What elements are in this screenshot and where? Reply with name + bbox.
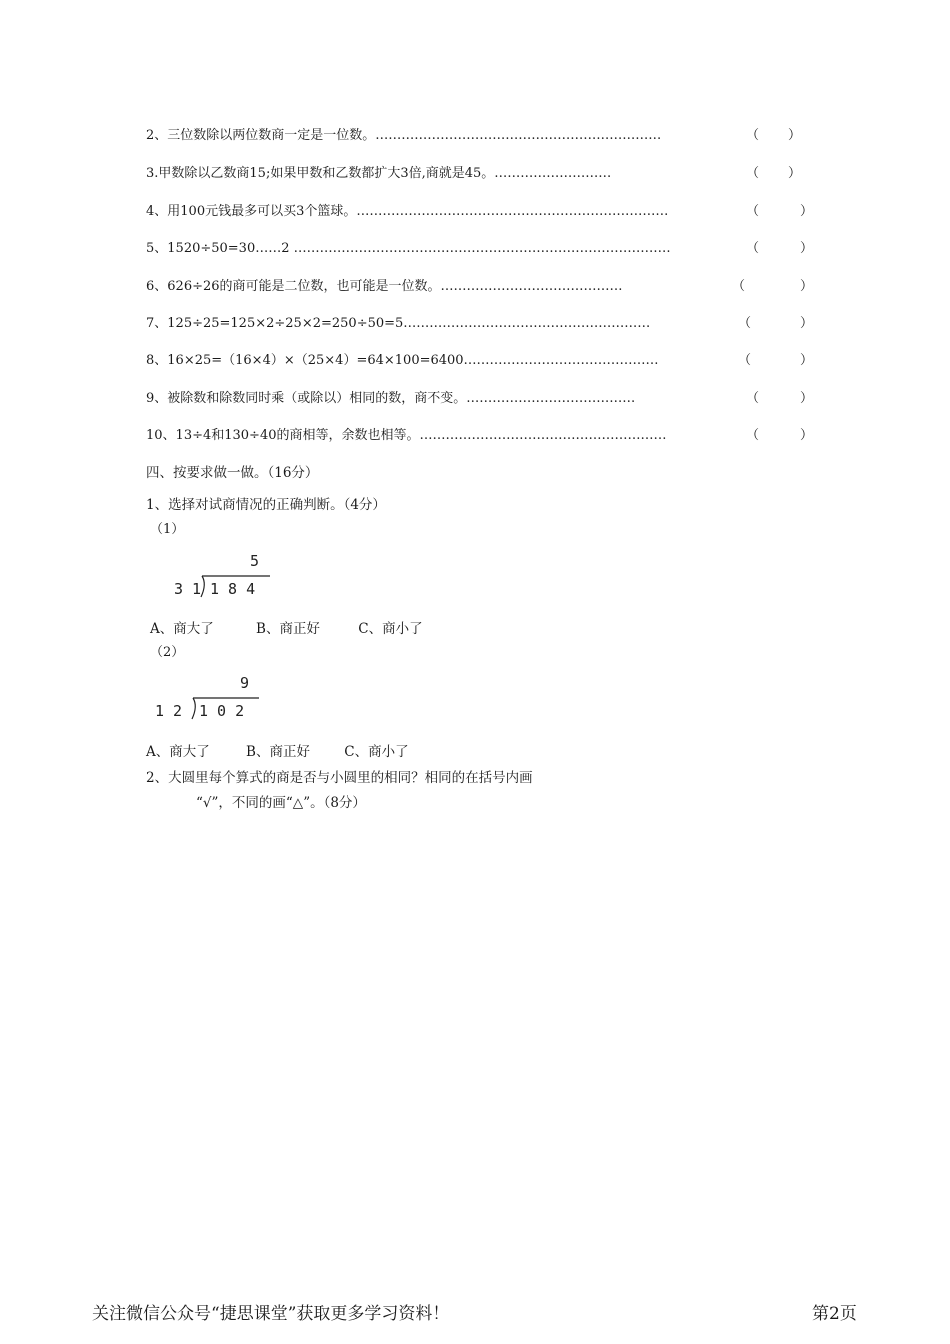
part-1-label: （1） [150,522,185,537]
tf-item-9 [146,387,814,406]
tf-item-4 [146,200,814,219]
tf-item-text: 3.甲数除以乙数商15;如果甲数和乙数都扩大3倍,商就是45。……………………… [146,166,612,181]
part-2-choices [146,740,409,760]
section-4-title: 四、按要求做一做。（16分） [146,465,319,481]
tf-item-2 [146,124,806,142]
question-2-line-2: “√”，不同的画“△”。（8分） [196,795,366,811]
tf-item-text: 6、626÷26的商可能是二位数，也可能是一位数。…………………………………… [146,279,623,294]
tf-item-text: 10、13÷4和130÷40的商相等，余数也相等。………………………………………………… [146,428,667,443]
answer-paren-close: ） [800,316,814,331]
choice-c: C、商小了 [344,744,409,760]
tf-item-5 [146,237,814,256]
footer-promo: 关注微信公众号“捷思课堂”获取更多学习资料！ [92,1304,450,1324]
tf-item-text: 8、16×25=（16×4）×（25×4）=64×100=6400……………………………………… [146,353,659,368]
part-2-label: （2） [150,645,185,660]
choice-a: A、商大了 [146,744,210,760]
tf-item-text: 5、1520÷50=30……2 …………………………………………………………………………… [146,241,671,256]
choice-b: B、商正好 [256,621,320,637]
long-division-1 [172,552,282,602]
tf-item-text: 9、被除数和除数同时乘（或除以）相同的数，商不变。………………………………… [146,391,636,406]
answer-paren-close: ） [800,241,814,256]
answer-paren-close: ） [800,204,814,219]
answer-paren-open: （ [746,428,760,443]
tf-item-6 [146,275,814,294]
answer-paren-close: ） [800,391,814,406]
choice-a: A、商大了 [150,621,214,637]
answer-paren-open: （ [738,316,752,331]
page-number: 第2页 [812,1304,857,1324]
answer-paren-open: （ [746,204,760,219]
answer-paren-close: ） [800,353,814,368]
part-1-choices [150,617,423,637]
choice-b: B、商正好 [246,744,310,760]
divisor: 1 2 [155,702,183,720]
tf-item-8 [146,349,814,368]
tf-item-text: 2、三位数除以两位数商一定是一位数。………………………………………………………… [146,128,662,143]
answer-paren-close: ） [788,128,802,143]
tf-item-7 [146,312,814,331]
long-division-2 [155,674,275,724]
question-2-line-1: 2、大圆里每个算式的商是否与小圆里的相同？相同的在括号内画 [146,770,533,786]
answer-paren-close: ） [800,279,814,294]
question-1-title: 1、选择对试商情况的正确判断。（4分） [146,497,386,513]
answer-paren-open: （ [746,166,760,181]
quotient-digit: 9 [240,674,250,692]
tf-item-10 [146,424,814,443]
answer-paren-open: （ [732,279,746,294]
answer-paren-close: ） [800,428,814,443]
divisor: 3 1 [174,580,202,598]
dividend: 1 8 4 [210,580,256,598]
answer-paren-close: ） [788,166,802,181]
answer-paren-open: （ [746,241,760,256]
choice-c: C、商小了 [358,621,423,637]
dividend: 1 0 2 [199,702,245,720]
tf-item-text: 4、用100元钱最多可以买3个篮球。……………………………………………………………… [146,204,669,219]
answer-paren-open: （ [738,353,752,368]
tf-item-3 [146,162,806,180]
answer-paren-open: （ [746,391,760,406]
answer-paren-open: （ [746,128,760,143]
tf-item-text: 7、125÷25=125×2÷25×2=250÷50=5………………………………………………… [146,316,651,331]
quotient-digit: 5 [250,552,260,570]
